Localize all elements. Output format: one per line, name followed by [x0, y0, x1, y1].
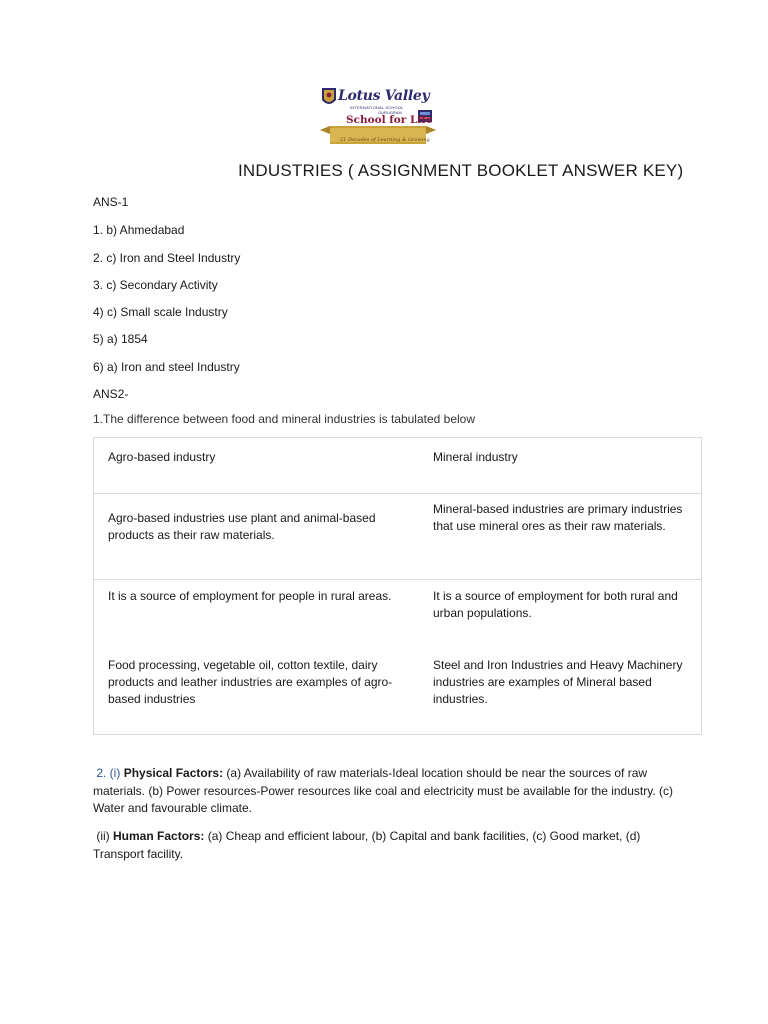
logo-title: Lotus Valley: [338, 88, 430, 104]
answer-item: 3. c) Secondary Activity: [93, 278, 218, 292]
answer-item: 1. b) Ahmedabad: [93, 223, 185, 237]
human-factors-label: Human Factors:: [113, 829, 205, 843]
answer-item: 6) a) Iron and steel Industry: [93, 360, 240, 374]
page-title: INDUSTRIES ( ASSIGNMENT BOOKLET ANSWER KEY): [238, 161, 684, 180]
human-factors-paragraph: [93, 828, 673, 863]
physical-factors-paragraph: [93, 765, 673, 818]
table-cell: Food processing, vegetable oil, cotton textile, dairy products and leather industries are examples of agro-based industries: [108, 658, 393, 706]
table-cell: It is a source of employment for people in rural areas.: [108, 589, 392, 603]
answer-item: 5) a) 1854: [93, 332, 148, 346]
answer-item: 2. c) Iron and Steel Industry: [93, 251, 241, 265]
table-row: [94, 494, 701, 580]
ans1-label: ANS-1: [93, 195, 129, 209]
table-header-cell: Mineral industry: [433, 450, 518, 464]
table-cell: Mineral-based industries are primary industries that use mineral ores as their raw materials.: [433, 502, 683, 533]
human-factors-number: (ii): [96, 829, 110, 843]
table-row: [94, 580, 701, 650]
physical-factors-text: (a) Availability of raw materials-Ideal location should be near the sources of raw materials. (b) Power resources-Power resources like coal and electricity must be available for the industry. (c) Water and favourable climate.: [93, 766, 673, 815]
logo-subtitle: INTERNATIONAL SCHOOL: [350, 105, 404, 110]
answer-item: 4) c) Small scale Industry: [93, 305, 228, 319]
table-intro: 1.The difference between food and mineral industries is tabulated below: [93, 412, 476, 426]
table-cell: It is a source of employment for both rural and urban populations.: [433, 589, 678, 620]
comparison-table: [93, 437, 702, 735]
physical-factors-number: 2. (i): [96, 766, 121, 780]
physical-factors-label: Physical Factors:: [123, 766, 224, 780]
table-cell: Agro-based industries use plant and animal-based products as their raw materials.: [108, 511, 376, 542]
table-header-row: [94, 438, 701, 494]
logo-school-line: School for Life: [346, 114, 433, 126]
logo-location: GURUGRAM: [378, 110, 402, 115]
ans2-label: ANS2-: [93, 387, 129, 401]
table-header-cell: Agro-based industry: [108, 450, 216, 464]
table-row: [94, 650, 701, 734]
table-cell: Steel and Iron Industries and Heavy Machinery industries are examples of Mineral based industries.: [433, 658, 683, 706]
school-logo: [318, 86, 438, 152]
logo-tagline: 21 Decades of Learning & Growing: [340, 137, 430, 143]
human-factors-text: (a) Cheap and efficient labour, (b) Capital and bank facilities, (c) Good market, (d) Transport facility.: [93, 829, 641, 861]
